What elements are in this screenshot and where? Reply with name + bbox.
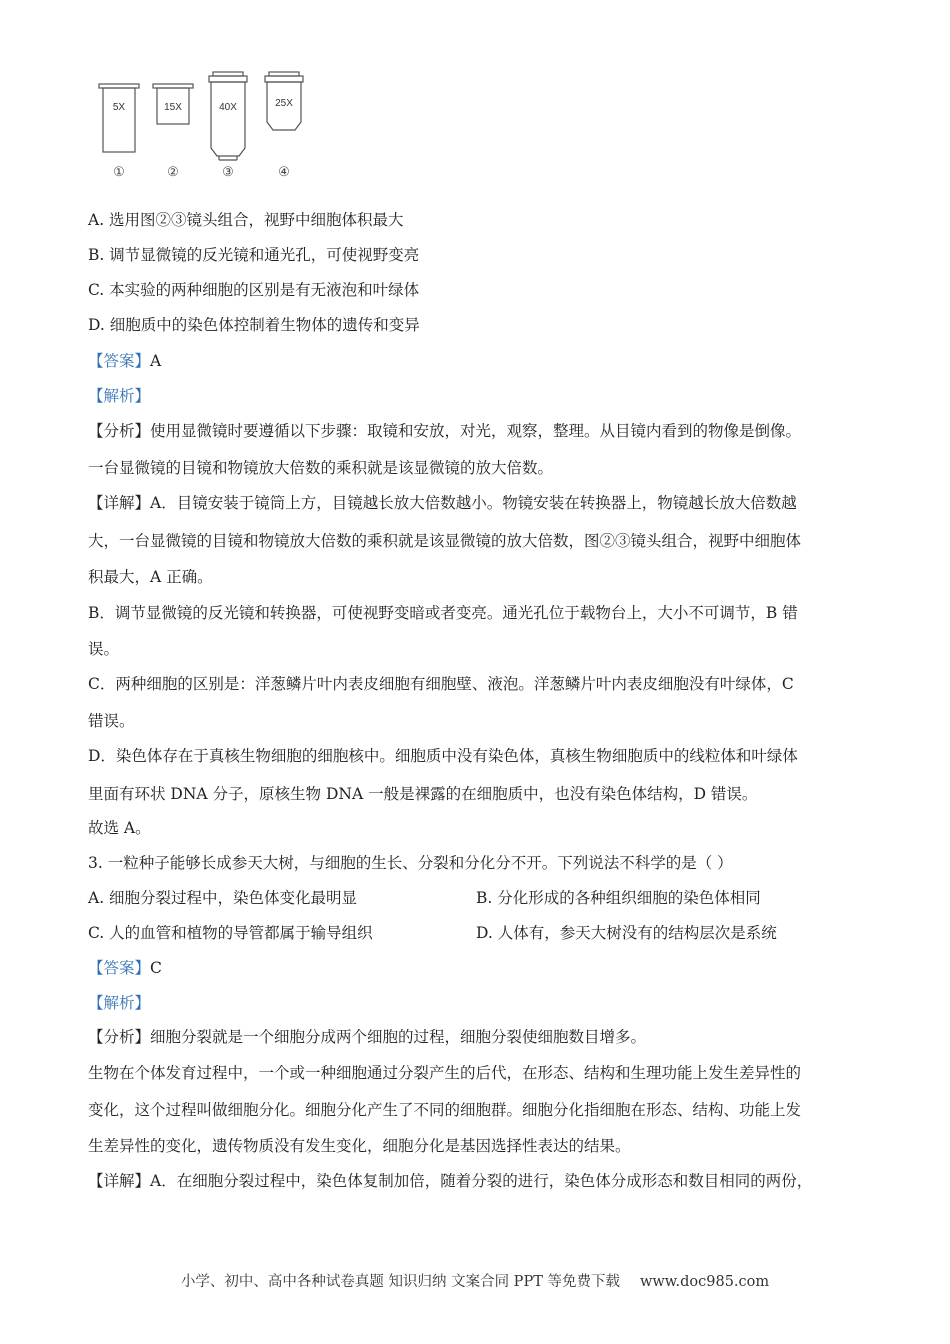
fenxi-tag: 【分析】 <box>88 422 151 440</box>
q3-option-a: A. 细胞分裂过程中，染色体变化最明显 <box>88 889 358 907</box>
q2-analysis-tag: 【解析】 <box>88 387 151 405</box>
q2-option-a: A. 选用图②③镜头组合，视野中细胞体积最大 <box>88 211 404 229</box>
q2-option-d: D. 细胞质中的染色体控制着生物体的遗传和变异 <box>88 316 420 334</box>
q2-detail-10: 故选 A。 <box>88 819 151 837</box>
q2-detail-5: 误。 <box>88 640 120 658</box>
xiangjie-tag: 【详解】 <box>88 494 151 512</box>
footer-url[interactable]: www.doc985.com <box>639 1274 770 1290</box>
q2-detail-2: 大，一台显微镜的目镜和物镜放大倍数的乘积就是该显微镜的放大倍数，图②③镜头组合，视野中细胞体 <box>88 532 802 550</box>
q2-option-c: C. 本实验的两种细胞的区别是有无液泡和叶绿体 <box>88 281 420 299</box>
answer-tag: 【答案】 <box>88 959 151 977</box>
lens-eyepiece-15x <box>153 84 193 180</box>
lens-eyepiece-5x <box>99 84 139 180</box>
xiangjie-text: A．目镜安装于镜筒上方，目镜越长放大倍数越小。物镜安装在转换器上，物镜越长放大倍数越 <box>150 494 797 512</box>
fenxi-text: 使用显微镜时要遵循以下步骤：取镜和安放，对光，观察，整理。从目镜内看到的物像是倒像。 <box>150 422 802 440</box>
lens-1-num: ① <box>113 165 125 180</box>
page-footer <box>0 1270 950 1291</box>
q2-detail-8: D．染色体存在于真核生物细胞的细胞核中。细胞质中没有染色体，真核生物细胞质中的线粒体和叶绿体 <box>88 747 798 765</box>
q2-detail-4: B．调节显微镜的反光镜和转换器，可使视野变暗或者变亮。通光孔位于载物台上，大小不可调节，B 错 <box>88 604 798 622</box>
lens-objective-25x <box>265 72 303 180</box>
footer-text: 小学、初中、高中各种试卷真题 知识归纳 文案合同 PPT 等免费下载 <box>180 1274 620 1290</box>
answer-tag: 【答案】 <box>88 352 151 370</box>
answer-value: A <box>150 352 162 370</box>
q3-para-2: 变化，这个过程叫做细胞分化。细胞分化产生了不同的细胞群。细胞分化指细胞在形态、结构、功能上发 <box>88 1101 802 1119</box>
fenxi-text: 细胞分裂就是一个细胞分成两个细胞的过程，细胞分裂使细胞数目增多。 <box>150 1028 647 1046</box>
lens-objective-40x <box>209 72 247 180</box>
q3-para-3: 生差异性的变化，遗传物质没有发生变化，细胞分化是基因选择性表达的结果。 <box>88 1137 631 1155</box>
q2-option-b: B. 调节显微镜的反光镜和通光孔，可使视野变亮 <box>88 246 420 264</box>
q2-xiangjie <box>88 493 797 513</box>
q3-fenxi <box>88 1027 646 1047</box>
lens-3-num: ③ <box>222 165 234 180</box>
lens-4-num: ④ <box>278 165 290 180</box>
lens-figure <box>95 68 325 183</box>
q2-detail-9: 里面有环状 DNA 分子，原核生物 DNA 一般是裸露的在细胞质中，也没有染色体结构，D 错误。 <box>88 785 758 803</box>
q2-detail-3: 积最大，A 正确。 <box>88 568 213 586</box>
lens-2-mag: 15X <box>164 102 182 113</box>
xiangjie-text: A．在细胞分裂过程中，染色体复制加倍，随着分裂的进行，染色体分成形态和数目相同的两份， <box>150 1172 813 1190</box>
q3-analysis-tag: 【解析】 <box>88 994 151 1012</box>
lens-2-num: ② <box>167 165 179 180</box>
q3-option-c: C. 人的血管和植物的导管都属于输导组织 <box>88 924 373 942</box>
q3-option-b: B. 分化形成的各种组织细胞的染色体相同 <box>476 889 761 907</box>
q3-para-1: 生物在个体发育过程中，一个或一种细胞通过分裂产生的后代，在形态、结构和生理功能上发生差异性的 <box>88 1064 802 1082</box>
q2-answer <box>88 351 161 371</box>
q2-detail-6: C．两种细胞的区别是：洋葱鳞片叶内表皮细胞有细胞壁、液泡。洋葱鳞片叶内表皮细胞没有叶绿体，C <box>88 675 794 693</box>
answer-value: C <box>150 959 162 977</box>
q3-stem: 3. 一粒种子能够长成参天大树，与细胞的生长、分裂和分化分不开。下列说法不科学的是（ ） <box>88 854 733 872</box>
lens-4-mag: 25X <box>275 98 293 109</box>
q3-xiangjie <box>88 1171 812 1191</box>
lens-3-mag: 40X <box>219 102 237 113</box>
q2-fenxi-2: 一台显微镜的目镜和物镜放大倍数的乘积就是该显微镜的放大倍数。 <box>88 459 554 477</box>
lens-1-mag: 5X <box>112 102 126 113</box>
q3-answer <box>88 958 162 978</box>
fenxi-tag: 【分析】 <box>88 1028 151 1046</box>
q2-fenxi <box>88 421 801 441</box>
xiangjie-tag: 【详解】 <box>88 1172 151 1190</box>
q3-option-d: D. 人体有，参天大树没有的结构层次是系统 <box>476 924 777 942</box>
q2-detail-7: 错误。 <box>88 712 135 730</box>
